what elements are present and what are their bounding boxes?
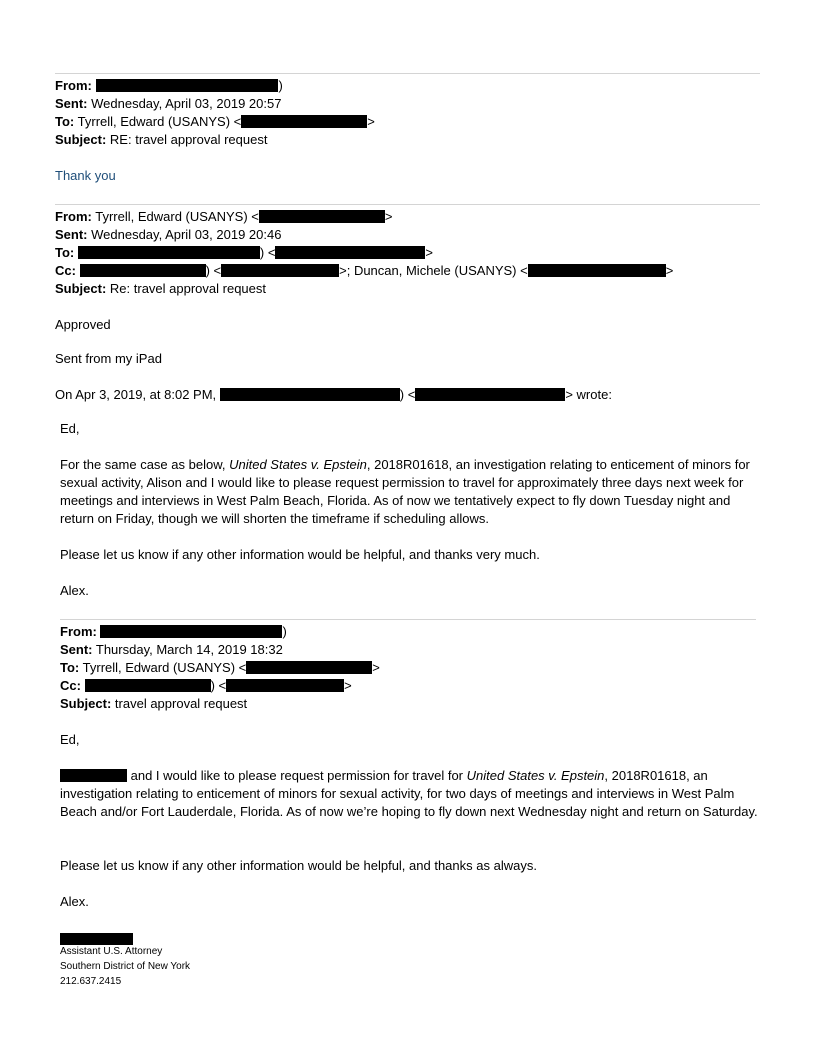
cc-label: Cc: bbox=[55, 263, 76, 278]
quote-attribution bbox=[55, 386, 612, 404]
to-label: To: bbox=[60, 660, 80, 675]
email3-cc-line bbox=[60, 677, 352, 695]
email3-paragraph-2: Please let us know if any other information would be helpful, and thanks as always. bbox=[60, 858, 537, 873]
email2-subject-line bbox=[55, 280, 266, 298]
case-name: United States v. Epstein bbox=[466, 768, 605, 783]
redaction-box bbox=[85, 679, 211, 692]
redaction-box bbox=[221, 264, 339, 277]
email3-subject-line bbox=[60, 695, 247, 713]
redaction-box bbox=[275, 246, 425, 259]
to-value: Tyrrell, Edward (USANYS) < bbox=[82, 660, 247, 675]
sent-value: Wednesday, April 03, 2019 20:57 bbox=[91, 96, 282, 111]
email2-sent-line bbox=[55, 226, 281, 244]
email3-from-line bbox=[60, 623, 287, 641]
from-suffix: ) bbox=[282, 624, 287, 639]
paragraph-text: , 2018R01618, an investigation relating to enticement of minors for sexual activity, Alison and I would like to please request permission to travel for approximately three days next week for meetings and interviews in West Palm Beach, Florida. As of now we tentatively expect to fly down Tuesday night and return on Friday, though we will shorten the timeframe if scheduling allows. bbox=[60, 457, 750, 526]
paragraph-text: and I would like to please request permission for travel for bbox=[127, 768, 467, 783]
redaction-box bbox=[80, 264, 206, 277]
separator-line bbox=[55, 204, 760, 205]
redaction-box bbox=[96, 79, 278, 92]
approved-text: Approved bbox=[55, 317, 111, 332]
cc-mid2: >; Duncan, Michele (USANYS) < bbox=[339, 263, 528, 278]
to-close: > bbox=[367, 114, 375, 129]
email2-cc-line bbox=[55, 262, 673, 280]
subject-value: Re: travel approval request bbox=[109, 281, 267, 296]
separator-line bbox=[55, 73, 760, 74]
cc-mid: ) < bbox=[210, 678, 227, 693]
subject-value: RE: travel approval request bbox=[109, 132, 268, 147]
email3-greeting: Ed, bbox=[60, 732, 80, 747]
from-label: From: bbox=[55, 78, 92, 93]
subject-value: travel approval request bbox=[114, 696, 248, 711]
redaction-box bbox=[220, 388, 400, 401]
redaction-box bbox=[226, 679, 344, 692]
email1-to-line bbox=[55, 113, 375, 131]
to-label: To: bbox=[55, 114, 75, 129]
redaction-box bbox=[60, 769, 127, 782]
to-close: > bbox=[425, 245, 434, 260]
quoted-paragraph-2: Please let us know if any other information would be helpful, and thanks very much. bbox=[60, 547, 540, 562]
signature-office: Southern District of New York bbox=[60, 961, 191, 972]
separator-line bbox=[60, 619, 756, 620]
attribution-prefix: On Apr 3, 2019, at 8:02 PM, bbox=[55, 387, 217, 402]
quoted-greeting: Ed, bbox=[60, 421, 80, 436]
email3-sent-line bbox=[60, 641, 283, 659]
sent-value: Thursday, March 14, 2019 18:32 bbox=[95, 642, 283, 657]
email2-from-line bbox=[55, 208, 392, 226]
sent-label: Sent: bbox=[60, 642, 93, 657]
sent-from-text: Sent from my iPad bbox=[55, 351, 162, 366]
redaction-box bbox=[246, 661, 372, 674]
subject-label: Subject: bbox=[55, 132, 107, 147]
quoted-paragraph-1 bbox=[60, 456, 765, 528]
email2-to-line bbox=[55, 244, 433, 262]
attribution-suffix: > wrote: bbox=[565, 387, 612, 402]
from-label: From: bbox=[55, 209, 92, 224]
sent-label: Sent: bbox=[55, 227, 88, 242]
to-value: Tyrrell, Edward (USANYS) < bbox=[77, 114, 242, 129]
case-name: United States v. Epstein bbox=[229, 457, 367, 472]
email3-signoff: Alex. bbox=[60, 894, 89, 909]
redaction-box bbox=[100, 625, 282, 638]
signature-title: Assistant U.S. Attorney bbox=[60, 946, 163, 957]
from-label: From: bbox=[60, 624, 97, 639]
email3-to-line bbox=[60, 659, 380, 677]
cc-label: Cc: bbox=[60, 678, 81, 693]
redaction-box bbox=[259, 210, 385, 223]
signature-phone: 212.637.2415 bbox=[60, 976, 122, 987]
email3-paragraph-1 bbox=[60, 767, 760, 821]
sent-value: Wednesday, April 03, 2019 20:46 bbox=[91, 227, 282, 242]
cc-close: > bbox=[344, 678, 352, 693]
subject-label: Subject: bbox=[60, 696, 112, 711]
email1-sent-line bbox=[55, 95, 281, 113]
email1-body: Thank you bbox=[55, 168, 116, 183]
redaction-box bbox=[415, 388, 565, 401]
redaction-box bbox=[528, 264, 666, 277]
cc-mid: ) < bbox=[205, 263, 222, 278]
to-mid: ) < bbox=[259, 245, 276, 260]
to-close: > bbox=[372, 660, 380, 675]
quoted-signoff: Alex. bbox=[60, 583, 89, 598]
redaction-box bbox=[78, 246, 260, 259]
email1-from-line bbox=[55, 77, 283, 95]
from-close: > bbox=[384, 209, 393, 224]
attribution-mid: ) < bbox=[399, 387, 416, 402]
to-label: To: bbox=[55, 245, 75, 260]
paragraph-text: For the same case as below, bbox=[60, 457, 230, 472]
redaction-box bbox=[241, 115, 367, 128]
paragraph-text: , 2018R01618, an investigation relating to enticement of minors for sexual activity, for two days of meetings and interviews in West Palm Beach and/or Fort Lauderdale, Florida. As of now we’re hoping to fly down next Wednesday night and return on Saturday. bbox=[60, 768, 758, 819]
sent-label: Sent: bbox=[55, 96, 88, 111]
from-suffix: ) bbox=[278, 78, 283, 93]
subject-label: Subject: bbox=[55, 281, 107, 296]
cc-close: > bbox=[665, 263, 674, 278]
email1-subject-line bbox=[55, 131, 267, 149]
from-value: Tyrrell, Edward (USANYS) < bbox=[95, 209, 259, 224]
